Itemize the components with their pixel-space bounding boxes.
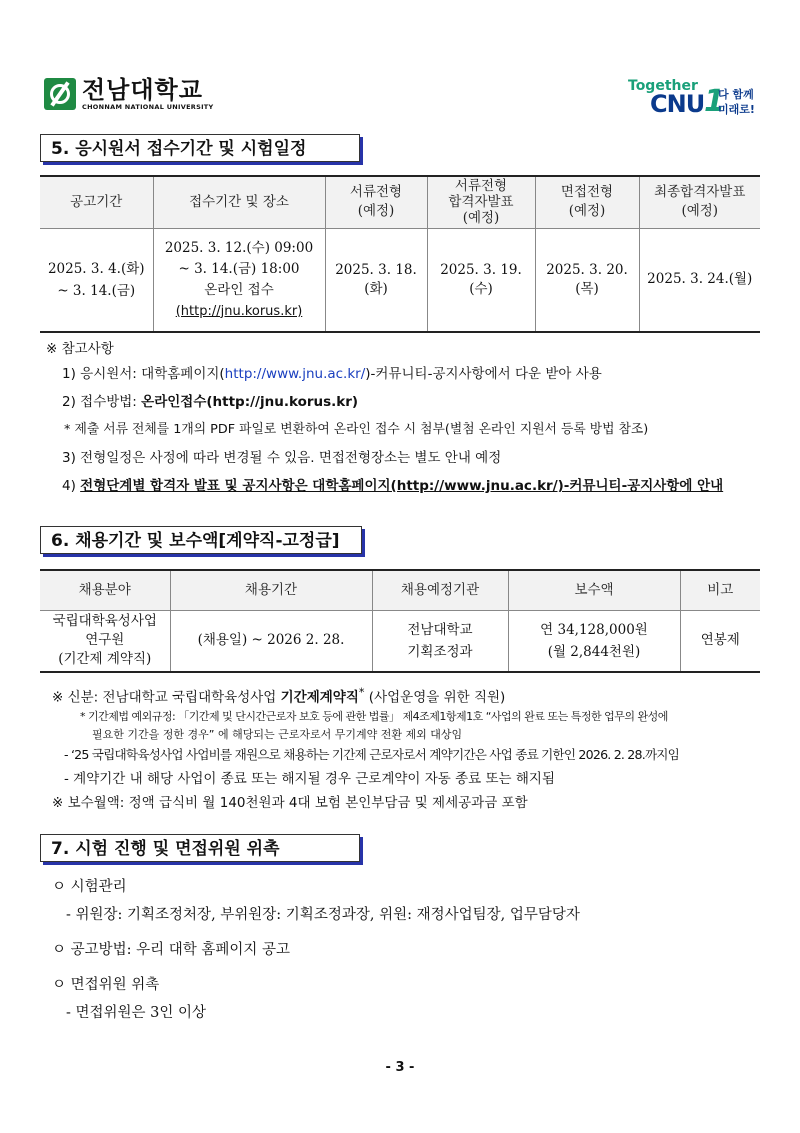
header-reception: 접수기간 및 장소 (153, 176, 325, 228)
note-1-link[interactable]: http://www.jnu.ac.kr/ (224, 366, 366, 382)
logo-korean-name: 전남대학교 (82, 76, 203, 104)
slogan-logo (628, 78, 758, 118)
header-remark: 비고 (680, 570, 760, 610)
header-interview: 면접전형 (예정) (535, 176, 639, 228)
header-org: 채용예정기관 (372, 570, 508, 610)
item-announcement: ㅇ 공고방법: 우리 대학 홈페이지 공고 (52, 942, 291, 958)
header-notice-period: 공고기간 (40, 176, 153, 228)
item-exam-management: ㅇ 시험관리 (52, 879, 127, 895)
employment-table (40, 569, 760, 673)
note-3: 3) 전형일정은 사정에 따라 변경될 수 있음. 면접전형장소는 별도 안내 예정 (62, 450, 502, 466)
slogan-line1: 다 함께 (718, 88, 754, 101)
cell-document: 2025. 3. 18.(화) (325, 228, 427, 332)
slogan-line2: 미래로! (718, 103, 755, 116)
status-note-type: 기간제계약직 (280, 689, 359, 706)
schedule-table (40, 175, 760, 333)
note-2-label: 2) 접수방법: (62, 394, 142, 410)
section-6-heading: 6. 채용기간 및 보수액[계약직-고정급] (40, 526, 362, 554)
page-number: - 3 - (385, 1060, 415, 1075)
logo-emblem-icon (44, 78, 76, 110)
note-1-text: 1) 응시원서: 대학홈페이지( (62, 366, 225, 382)
exception-note-2: 필요한 기간을 정한 경우” 에 해당되는 근로자로서 무기계약 전환 제외 대상임 (92, 728, 463, 741)
cell-remark: 연봉제 (680, 610, 760, 672)
status-note-label: ※ 신분: 전남대학교 국립대학육성사업 (52, 689, 281, 706)
note-2-sub: * 제출 서류 전체를 1개의 PDF 파일로 변환하여 온라인 접수 시 첨부(별첨 온라인 지원서 등록 방법 참조) (64, 422, 649, 437)
status-note-mark: * (358, 686, 365, 699)
pay-note: ※ 보수월액: 정액 급식비 월 140천원과 4대 보험 본인부담금 및 제세공과금 포함 (52, 795, 528, 811)
header-final: 최종합격자발표 (예정) (639, 176, 760, 228)
note-4-announcement: 전형단계별 합격자 발표 및 공지사항은 대학홈페이지(http://www.jnu.ac.kr/)-커뮤니티-공지사항에 안내 (80, 478, 724, 494)
exception-note-1: * 기간제법 예외규정: 「기간제 및 단시간근로자 보호 등에 관한 법률」 제4조제1항제1호 “사업의 완료 또는 특정한 업무의 완성에 (80, 710, 668, 723)
section-7-heading: 7. 시험 진행 및 면접위원 위촉 (40, 834, 360, 862)
cell-org: 전남대학교 기획조정과 (372, 610, 508, 672)
reception-start: 2025. 3. 12.(수) 09:00 (164, 239, 314, 256)
header-period: 채용기간 (170, 570, 372, 610)
header-document: 서류전형 (예정) (325, 176, 427, 228)
note-2 (62, 393, 358, 411)
dash-note-2: - 계약기간 내 해당 사업이 종료 또는 해지될 경우 근로계약이 자동 종료 또는 해지됨 (64, 771, 556, 787)
university-logo (44, 78, 214, 111)
cell-field: 국립대학육성사업 연구원 (기간제 계약직) (40, 610, 170, 672)
reception-end: ~ 3. 14.(금) 18:00 (178, 260, 300, 277)
header-pay: 보수액 (508, 570, 680, 610)
slogan-together: Together (628, 78, 698, 94)
cell-period: (채용일) ~ 2026 2. 28. (170, 610, 372, 672)
item-interviewers: ㅇ 면접위원 위촉 (52, 977, 160, 993)
note-1-text-end: )-커뮤니티-공지사항에서 다운 받아 사용 (365, 366, 602, 382)
logo-english-name: CHONNAM NATIONAL UNIVERSITY (82, 103, 214, 111)
cell-notice-period: 2025. 3. 4.(화) ~ 3. 14.(금) (40, 228, 153, 332)
note-1 (62, 365, 602, 383)
slogan-cnu: CNU (650, 90, 705, 118)
cell-document-result: 2025. 3. 19.(수) (427, 228, 535, 332)
note-2-method[interactable]: 온라인접수(http://jnu.korus.kr) (141, 394, 359, 410)
status-note-desc: (사업운영을 위한 직원) (364, 689, 506, 706)
section-5-heading: 5. 응시원서 접수기간 및 시험일정 (40, 134, 360, 162)
item-interviewers-count: - 면접위원은 3인 이상 (66, 1005, 207, 1021)
header-document-result: 서류전형 합격자발표 (예정) (427, 176, 535, 228)
header-field: 채용분야 (40, 570, 170, 610)
item-exam-committee: - 위원장: 기획조정처장, 부위원장: 기획조정과장, 위원: 재정사업팀장, 업무담당자 (66, 907, 580, 923)
note-4-label: 4) (62, 478, 81, 494)
cell-interview: 2025. 3. 20.(목) (535, 228, 639, 332)
cell-final: 2025. 3. 24.(월) (639, 228, 760, 332)
slogan-one: 1 (704, 84, 725, 119)
dash-note-1: - ‘25 국립대학육성사업 사업비를 재원으로 채용하는 기간제 근로자로서 계약기간은 사업 종료 기한인 2026. 2. 28.까지임 (64, 747, 680, 762)
notes-title: ※ 참고사항 (46, 341, 114, 357)
status-note (52, 684, 505, 707)
cell-reception (153, 228, 325, 332)
reception-link[interactable]: (http://jnu.korus.kr) (175, 303, 303, 319)
cell-pay: 연 34,128,000원 (월 2,844천원) (508, 610, 680, 672)
reception-method: 온라인 접수 (204, 281, 274, 298)
note-4 (62, 477, 723, 495)
